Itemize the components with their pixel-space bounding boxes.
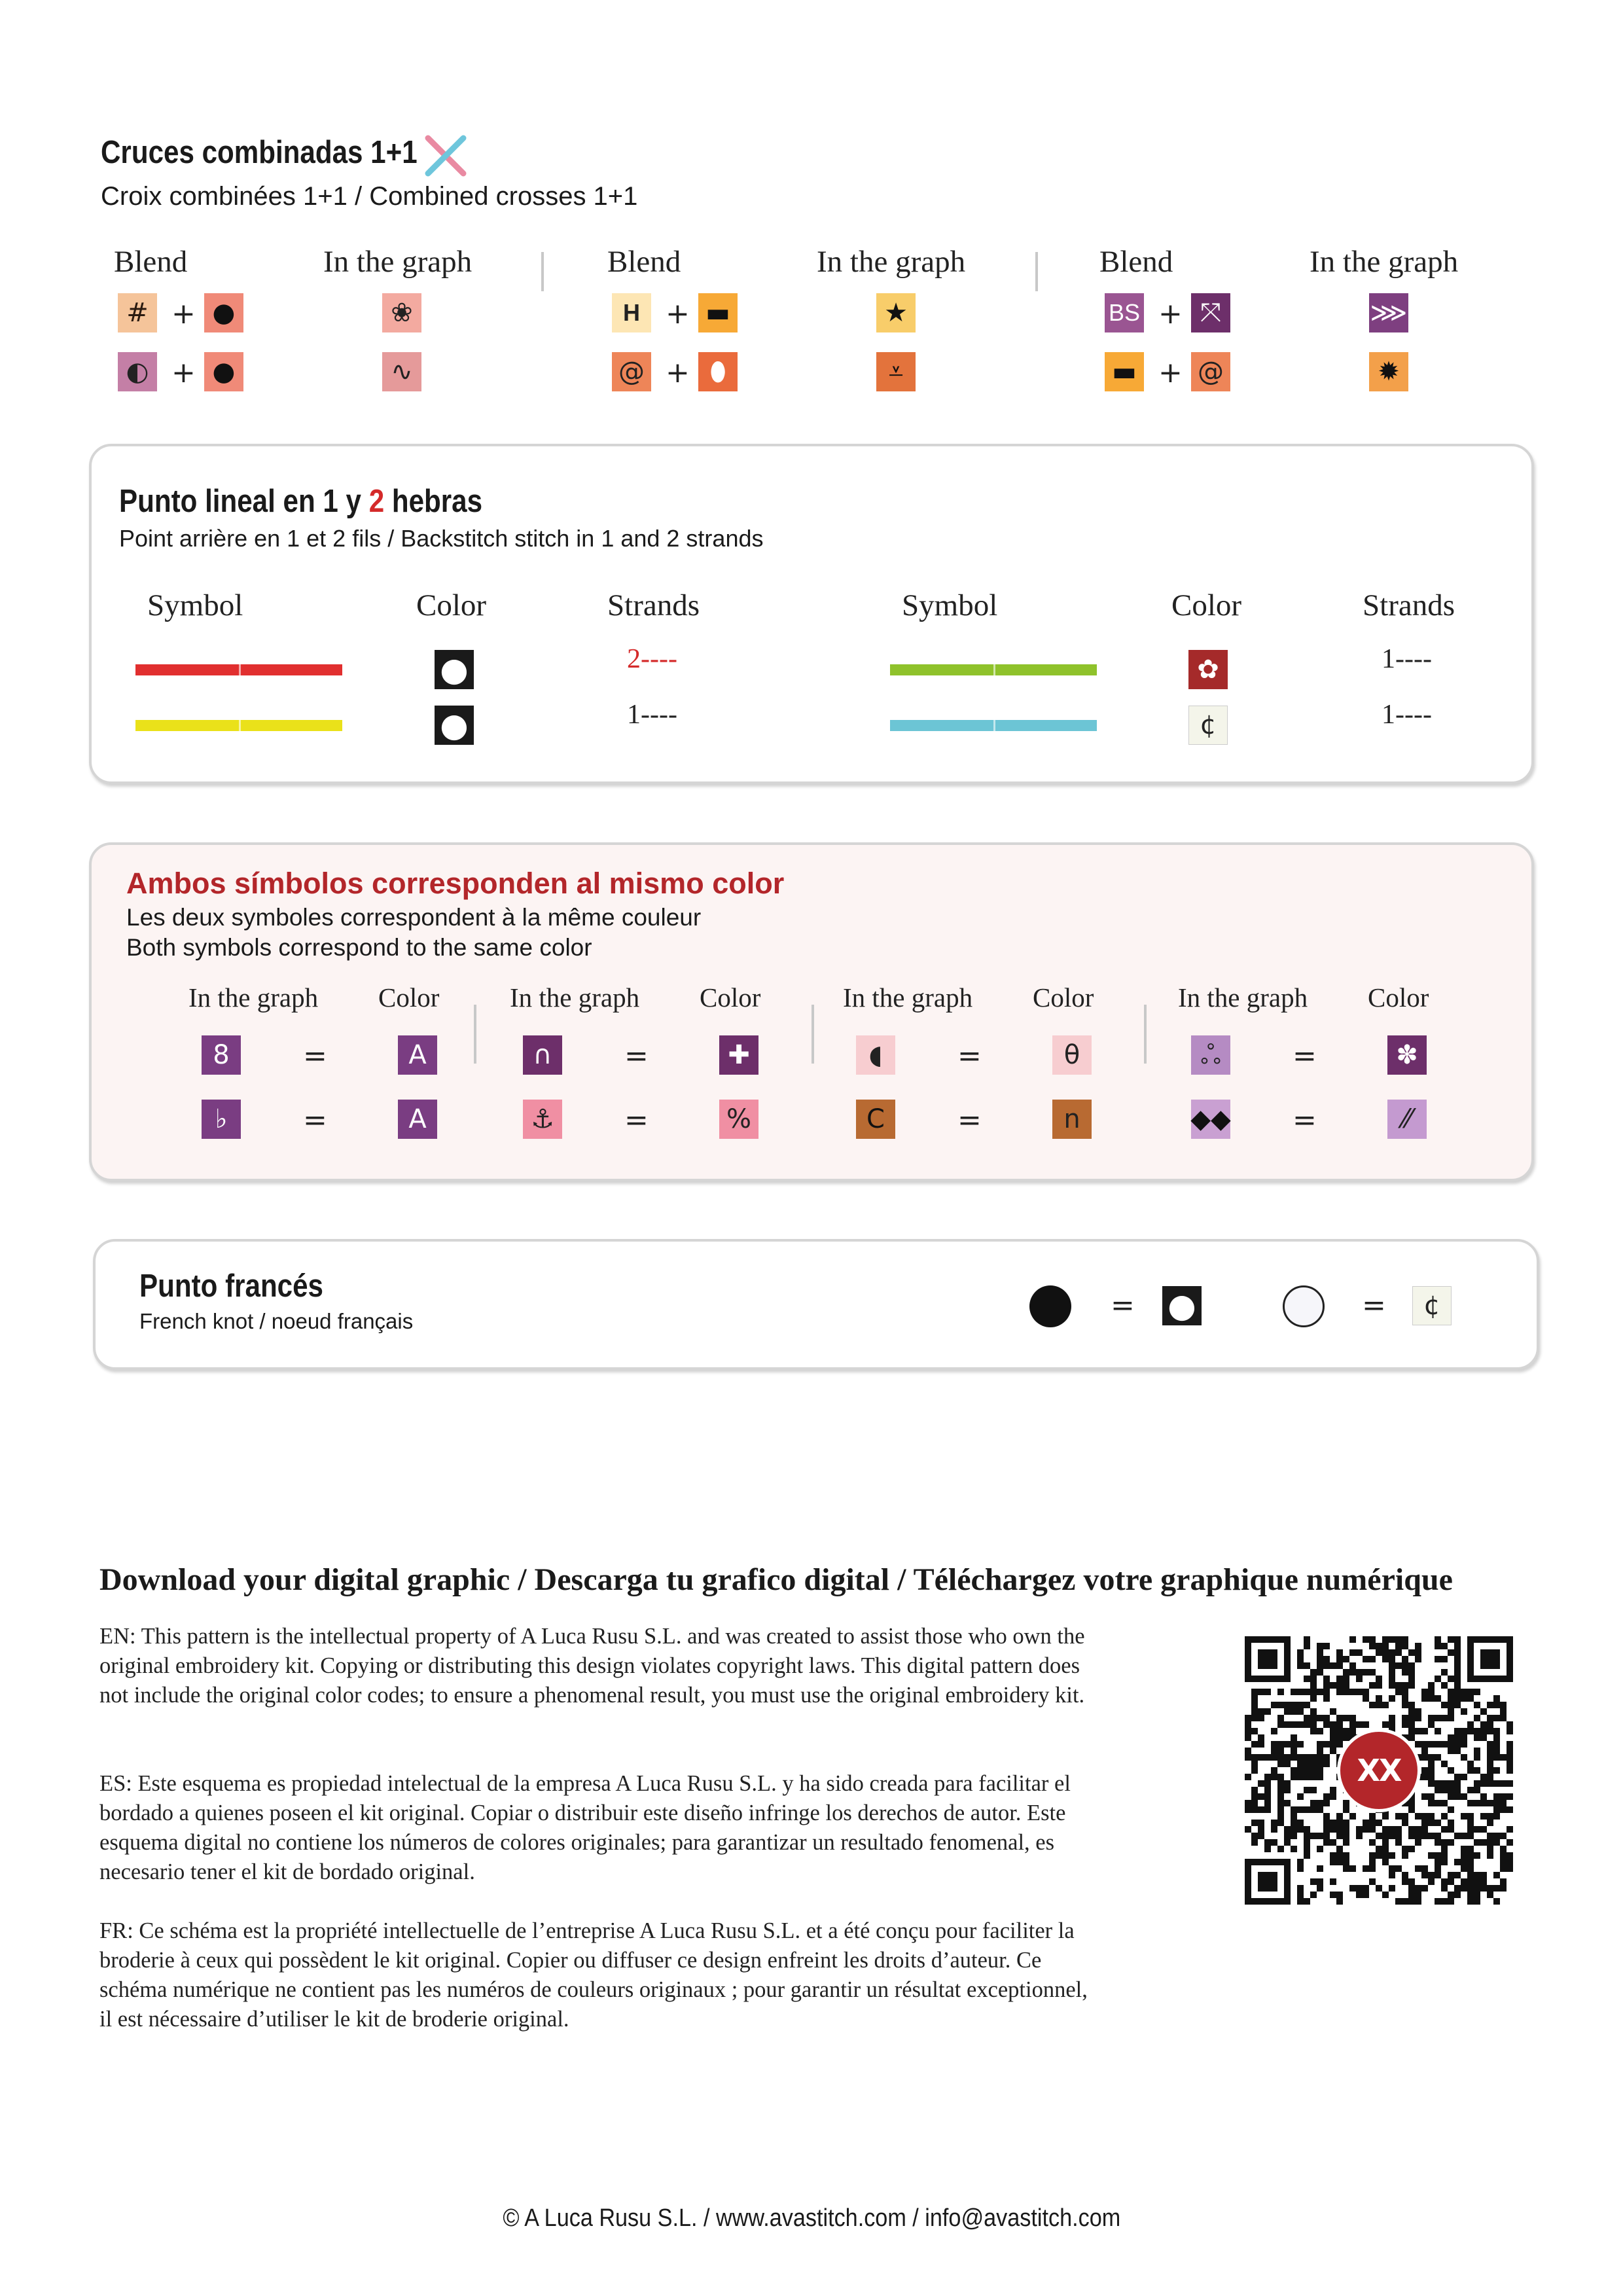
header-color-1: Color [416,588,487,622]
equals-sign: = [303,1103,327,1137]
french-knot-title: Punto francés [139,1268,323,1304]
header-color: Color [700,982,761,1013]
crescent-ring-icon: ◐ [118,352,157,391]
plus-sign: + [1158,297,1183,331]
strands-value: 1---- [1382,644,1432,674]
header-graph-1: In the graph [323,245,473,279]
equals-sign: = [624,1103,649,1137]
figure-eight-icon: 8 [202,1035,241,1075]
backstitch-title: Punto lineal en 1 y 2 hebras [119,484,483,519]
plus-sign: + [171,356,196,389]
header-blend-1: Blend [114,245,188,279]
qr-code-icon[interactable] [1245,1636,1513,1905]
header-in-the-graph: In the graph [188,982,319,1013]
backstitch-subtitle: Point arrière en 1 et 2 fils / Backstitch stitch in 1 and 2 strands [119,525,764,552]
french-knot-subtitle: French knot / noeud français [139,1309,414,1333]
backstitch-line [135,664,342,675]
strands-value: 1---- [627,700,677,730]
download-heading: Download your digital graphic / Descarga tu grafico digital / Téléchargez votre graphique numérique [99,1562,1453,1597]
arrow-down-bar-icon: ⩡ [876,352,916,391]
header-graph-2: In the graph [817,245,966,279]
filled-circle-icon: ● [435,706,474,745]
plus-sign: + [1158,356,1183,389]
column-divider [541,252,544,291]
capsule-icon: ▬ [698,293,738,332]
theta-icon: θ [1052,1035,1092,1075]
header-color: Color [1368,982,1429,1013]
equals-sign: = [1293,1103,1317,1137]
header-symbol-1: Symbol [147,588,243,622]
arch-icon: ∩ [523,1035,562,1075]
header-in-the-graph: In the graph [1178,982,1308,1013]
strands-value: 1---- [1382,700,1432,730]
footer-copyright: © A Luca Rusu S.L. / www.avastitch.com / info@avastitch.com [503,2204,1120,2232]
half-moon-icon: ◖ [856,1035,895,1075]
a-letter-icon: A [398,1035,437,1075]
diagonal-lines-icon: ⋙ [1369,293,1408,332]
spiral-icon: @ [612,352,651,391]
comma-dot-icon: ● [204,352,243,391]
header-strands-2: Strands [1363,588,1455,622]
flower-icon: ❀ [382,293,421,332]
c-shape-icon: C [856,1100,895,1139]
flat-sign-icon: ♭ [202,1100,241,1139]
header-strands-1: Strands [607,588,700,622]
header-color-2: Color [1171,588,1242,622]
spiral-icon: @ [1191,352,1230,391]
double-slash-icon: ⁄⁄ [1387,1100,1427,1139]
equals-sign: = [303,1039,327,1073]
filled-knot-icon [1029,1285,1071,1327]
legal-text-en: EN: This pattern is the intellectual property of A Luca Rusu S.L. and was created to assist those who own the original embroidery kit. Copying or distributing this design violates copyright laws. This digital pattern does not include the original color codes; to ensure a phenomenal result, you must use the original embroidery kit. [99,1624,1085,1708]
plus-icon: ✚ [719,1035,758,1075]
a-letter-icon: A [398,1100,437,1139]
header-in-the-graph: In the graph [510,982,640,1013]
header-in-the-graph: In the graph [843,982,973,1013]
plus-sign: + [171,297,196,331]
percent-icon: % [719,1100,758,1139]
star-icon: ★ [876,293,916,332]
wave-icon: ∿ [382,352,421,391]
n-letter-icon: n [1052,1100,1092,1139]
header-color: Color [378,982,440,1013]
empty-knot-icon [1283,1285,1325,1327]
backstitch-line [890,720,1097,731]
filled-circle-icon: ● [1162,1286,1202,1325]
header-blend-2: Blend [607,245,681,279]
anchor-icon: ⚓ [523,1100,562,1139]
backstitch-line [135,720,342,731]
flower-icon: ✿ [1188,650,1228,689]
equals-sign: = [957,1039,982,1073]
cent-icon: ¢ [1188,706,1228,745]
column-divider [1035,252,1038,291]
header-graph-3: In the graph [1310,245,1459,279]
x-cross-icon [423,133,469,179]
bs-letters-icon: BS [1105,293,1144,332]
capsule-icon: ▬ [1105,352,1144,391]
ellipse-icon: ⬮ [698,352,738,391]
header-color: Color [1033,982,1094,1013]
same-color-line-fr: Les deux symboles correspondent à la même couleur [126,904,702,931]
column-divider [812,1005,814,1064]
combined-title: Cruces combinadas 1+1 [101,135,418,170]
equals-sign: = [1111,1289,1135,1322]
equals-sign: = [957,1103,982,1137]
arrows-out-icon: ⤧ [1191,293,1230,332]
plus-sign: + [666,356,690,389]
strands-value: 2---- [627,644,677,674]
header-blend-3: Blend [1099,245,1173,279]
plus-sign: + [666,297,690,331]
same-color-title: Ambos símbolos corresponden al mismo color [126,867,785,900]
legal-text-fr: FR: Ce schéma est la propriété intellectuelle de l’entreprise A Luca Rusu S.L. et a été conçu pour faciliter la broderie à ceux qui possèdent le kit original. Copier ou diffuser ce design enfreint les droits d’auteur. Ce schéma numérique ne contient pas les numéros de couleurs originaux ; pour garantir un résultat exceptionnel, il est nécessaire d’utiliser le kit de broderie original. [99,1918,1088,2032]
h-letter-icon: H [612,293,651,332]
column-divider [474,1005,476,1064]
sun-icon: ✹ [1369,352,1408,391]
equals-sign: = [624,1039,649,1073]
header-symbol-2: Symbol [902,588,998,622]
trefoil-icon: ஃ [1191,1035,1230,1075]
hash-icon: # [118,293,157,332]
legal-text-es: ES: Este esquema es propiedad intelectual de la empresa A Luca Rusu S.L. y ha sido creada para facilitar el bordado a quienes poseen el kit original. Copiar o distribuir este diseño infringe los derechos de autor. Este esquema digital no contiene los números de colores originales; para garantizar un resultado fenomenal, es necesario tener el kit de bordado original. [99,1771,1071,1884]
equals-sign: = [1293,1039,1317,1073]
backstitch-line [890,664,1097,675]
equals-sign: = [1362,1289,1386,1322]
comma-dot-icon: ● [204,293,243,332]
brand-logo: XX [1337,1729,1421,1812]
clover-icon: ✽ [1387,1035,1427,1075]
double-diamond-icon: ◆◆ [1191,1100,1230,1139]
cent-icon: ¢ [1412,1286,1452,1325]
combined-subtitle: Croix combinées 1+1 / Combined crosses 1+1 [101,182,638,211]
filled-circle-icon: ● [435,650,474,689]
column-divider [1144,1005,1147,1064]
same-color-line-en: Both symbols correspond to the same color [126,934,592,961]
